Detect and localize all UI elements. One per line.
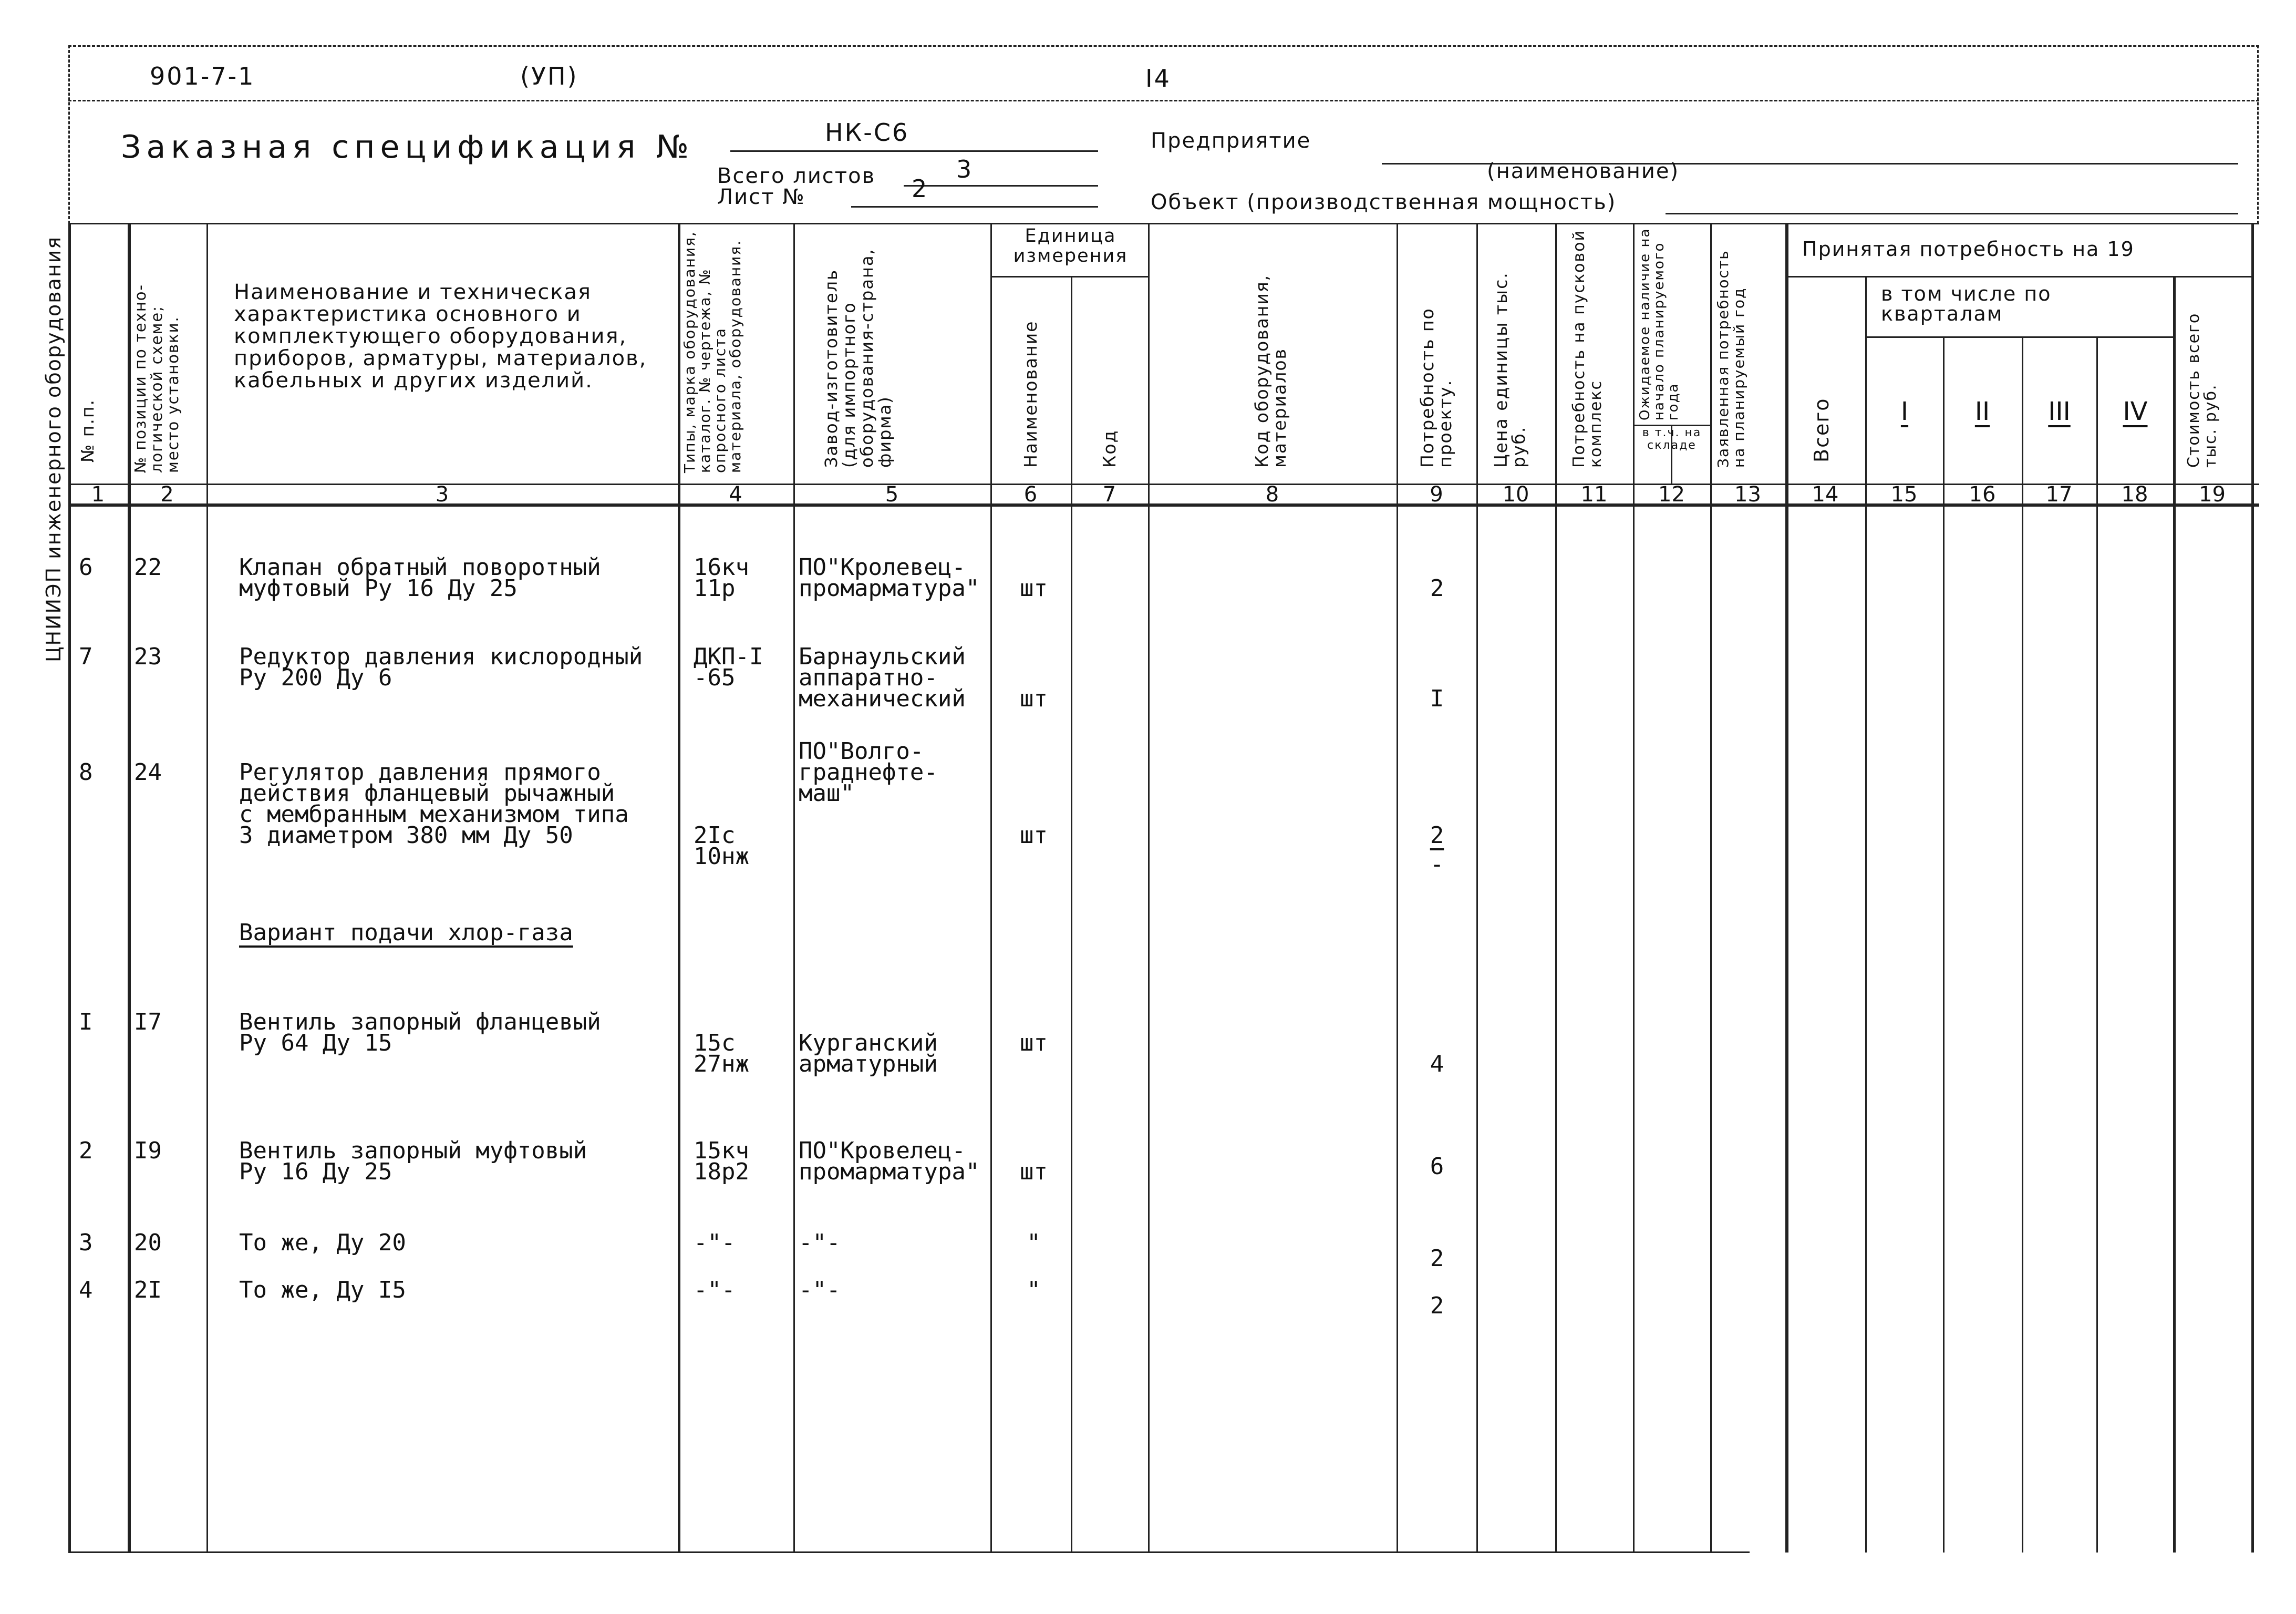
col-header-8: Код оборудования, материалов xyxy=(1252,274,1290,468)
col-header-6: Наименование xyxy=(1020,320,1041,468)
page-number: I4 xyxy=(1145,64,1171,92)
total-sheets-label: Всего листов xyxy=(717,164,876,188)
row-unit: шт xyxy=(1020,1030,1048,1056)
col-header-13: Заявленная потребность на планируемый год xyxy=(1714,250,1747,468)
row-number: 6 xyxy=(79,554,93,581)
col-header-1: № п.п. xyxy=(77,399,98,462)
row-manufacturer: Барнаульский аппаратно- механический xyxy=(799,643,966,712)
column-number: 3 xyxy=(435,482,449,507)
col-line-3 xyxy=(678,223,680,1553)
col-line-2 xyxy=(206,223,208,1553)
row-description: Вентиль запорный фланцевый Ру 64 Ду 15 xyxy=(239,1009,601,1056)
col-header-19: Стоимость всего тыс. руб. xyxy=(2185,312,2220,468)
col-line-5 xyxy=(990,223,992,1553)
total-sheets-value: 3 xyxy=(956,155,974,183)
col-line-12 xyxy=(1710,223,1712,1553)
row-unit: шт xyxy=(1020,575,1048,602)
row-position: I9 xyxy=(134,1137,162,1164)
col-header-15: I xyxy=(1900,397,1909,426)
top-border xyxy=(68,45,2259,47)
col-header-2: № позиции по техно- логической схеме; место установки. xyxy=(131,284,182,473)
row-quantity: 6 xyxy=(1430,1153,1444,1180)
row-position: 24 xyxy=(134,759,162,786)
section-heading: Вариант подачи хлор-газа xyxy=(239,919,573,946)
object-underline xyxy=(1666,213,2238,214)
row-number: 4 xyxy=(79,1277,93,1303)
doc-code: 901-7-1 xyxy=(150,62,255,90)
row-type: -"- xyxy=(694,1277,736,1303)
col-line-11 xyxy=(1633,223,1635,1553)
column-number: 8 xyxy=(1265,482,1279,507)
column-number: 1 xyxy=(91,482,105,507)
sheet-value: 2 xyxy=(912,174,929,203)
col-header-unit-group: Единица измерения xyxy=(1013,225,1128,266)
column-number: 15 xyxy=(1890,482,1918,507)
unit-group-line xyxy=(990,276,1148,277)
spec-number: НК-С6 xyxy=(825,118,909,147)
row-position: 23 xyxy=(134,643,162,670)
row-type: 15с 27нж xyxy=(694,1030,749,1077)
row-description: Редуктор давления кислородный Ру 200 Ду 6 xyxy=(239,643,643,691)
col-line-13 xyxy=(1785,223,1788,1553)
spec-title: Заказная спецификация № xyxy=(121,129,694,166)
column-number: 6 xyxy=(1023,482,1038,507)
total-sheets-underline xyxy=(904,185,1098,187)
col-header-7: Код xyxy=(1099,429,1120,468)
row-unit: шт xyxy=(1020,822,1048,849)
column-number: 4 xyxy=(729,482,742,507)
col-header-12: Ожидаемое наличие на начало планируемого года xyxy=(1637,228,1681,420)
row-manufacturer: ПО"Волго- граднефте- маш" xyxy=(799,738,938,807)
album-code: (УП) xyxy=(520,62,578,90)
column-number: 18 xyxy=(2121,482,2148,507)
sheet-underline xyxy=(851,206,1098,208)
row-number: 8 xyxy=(79,759,93,786)
column-number: 11 xyxy=(1580,482,1608,507)
column-number: 12 xyxy=(1658,482,1685,507)
col-line-14 xyxy=(1865,276,1867,1553)
col-header-3: Наименование и техническая характеристика основного и комплектующего оборудования, приборов, арматуры, материалов, кабельных и других изделий. xyxy=(234,280,647,393)
row-number: 2 xyxy=(79,1137,93,1164)
spec-number-underline xyxy=(730,150,1098,152)
row-quantity: I xyxy=(1430,685,1444,712)
row-description: Регулятор давления прямого действия фланцевый рычажный с мембранным механизмом типа 3 диаметром 380 мм Ду 50 xyxy=(239,759,629,849)
column-number: 2 xyxy=(160,482,174,507)
row-quantity: 4 xyxy=(1430,1051,1444,1077)
col-line-18 xyxy=(2173,276,2176,1553)
object-label: Объект (производственная мощность) xyxy=(1151,190,1617,214)
row-number: I xyxy=(79,1009,93,1035)
row-position: 22 xyxy=(134,554,162,581)
row-number: 3 xyxy=(79,1229,93,1256)
row-position: I7 xyxy=(134,1009,162,1035)
row-quantity: 2 xyxy=(1430,1292,1444,1319)
col-header-5: Завод-изготовитель (для импортного оборудования-страна, фирма) xyxy=(821,248,895,468)
column-number: 16 xyxy=(1969,482,1996,507)
col-line-7 xyxy=(1148,223,1150,1553)
row-number: 7 xyxy=(79,643,93,670)
row-quantity: 2 xyxy=(1430,1245,1444,1272)
col-line-10 xyxy=(1555,223,1557,1553)
col-line-17 xyxy=(2096,336,2098,1553)
header-divider xyxy=(68,100,2259,101)
column-number: 17 xyxy=(2045,482,2073,507)
col-line-0 xyxy=(68,223,71,1553)
col-line-19 xyxy=(2251,223,2254,1553)
row-unit: шт xyxy=(1020,685,1048,712)
table-bottom-border xyxy=(68,1551,1750,1553)
row-quantity: 2 xyxy=(1430,822,1444,849)
row-description: Клапан обратный поворотный муфтовый Ру 16 Ду 25 xyxy=(239,554,601,602)
row-quantity: 2 xyxy=(1430,575,1444,602)
row-type: -"- xyxy=(694,1229,736,1256)
column-number: 9 xyxy=(1430,482,1443,507)
quarter-group-line xyxy=(1865,336,2173,338)
column-number: 13 xyxy=(1734,482,1761,507)
row-description: То же, Ду I5 xyxy=(239,1277,406,1303)
row-type: 15кч 18р2 xyxy=(694,1137,749,1185)
row-unit: " xyxy=(1027,1229,1041,1256)
left-border-top xyxy=(68,45,70,224)
accepted-group-line xyxy=(1785,276,2251,277)
row-position: 20 xyxy=(134,1229,162,1256)
name-caption: (наименование) xyxy=(1487,159,1680,183)
col-header-14: Всего xyxy=(1810,397,1833,462)
col-line-1 xyxy=(128,223,131,1553)
col-header-12-sub: в т.ч. на складе xyxy=(1642,426,1702,452)
col-header-17: III xyxy=(2048,397,2071,426)
row-manufacturer: ПО"Кролевец- промарматура" xyxy=(799,554,980,602)
col-line-4 xyxy=(793,223,795,1553)
col-line-6 xyxy=(1071,276,1072,1553)
col-header-10: Цена единицы тыс. руб. xyxy=(1491,272,1529,468)
col-header-4: Типы, марка оборудования, каталог. № чертежа, № опросного листа материала, оборудования. xyxy=(681,231,744,473)
col-line-15 xyxy=(1943,336,1945,1553)
row-type: 16кч 11р xyxy=(694,554,749,602)
col-header-accepted-group: Принятая потребность на 19 xyxy=(1802,238,2135,261)
column-number: 14 xyxy=(1812,482,1839,507)
side-label: ЦНИИЭП инженерного оборудования xyxy=(42,235,65,662)
sheet-label: Лист № xyxy=(717,185,805,209)
row-manufacturer: Курганский арматурный xyxy=(799,1030,938,1077)
col-header-9: Потребность по проекту. xyxy=(1417,307,1455,468)
column-number: 7 xyxy=(1102,482,1116,507)
col-line-16 xyxy=(2022,336,2023,1553)
row-manufacturer: -"- xyxy=(799,1229,841,1256)
row-unit: " xyxy=(1027,1277,1041,1303)
table-top-border xyxy=(68,223,2259,224)
column-number: 5 xyxy=(885,482,899,507)
row-description: Вентиль запорный муфтовый Ру 16 Ду 25 xyxy=(239,1137,587,1185)
row-type: 2Iс 10нж xyxy=(694,822,749,870)
row-description: То же, Ду 20 xyxy=(239,1229,406,1256)
col-header-quarter-group: в том числе по кварталам xyxy=(1881,282,2052,325)
column-number: 10 xyxy=(1502,482,1529,507)
right-border-top xyxy=(2257,45,2259,224)
col-header-18: IV xyxy=(2123,397,2148,426)
row-manufacturer: ПО"Кровелец- промарматура" xyxy=(799,1137,980,1185)
row-unit: шт xyxy=(1020,1158,1048,1185)
enterprise-label: Предприятие xyxy=(1151,129,1311,153)
row-manufacturer: -"- xyxy=(799,1277,841,1303)
row-type: ДКП-I -65 xyxy=(694,643,763,691)
col-line-9 xyxy=(1476,223,1478,1553)
column-number: 19 xyxy=(2199,482,2226,507)
row-quantity-extra: - xyxy=(1430,851,1444,878)
col-header-11: Потребность на пусковой комплекс xyxy=(1570,230,1605,468)
row-position: 2I xyxy=(134,1277,162,1303)
col-header-16: II xyxy=(1974,397,1990,426)
col-line-8 xyxy=(1397,223,1398,1553)
